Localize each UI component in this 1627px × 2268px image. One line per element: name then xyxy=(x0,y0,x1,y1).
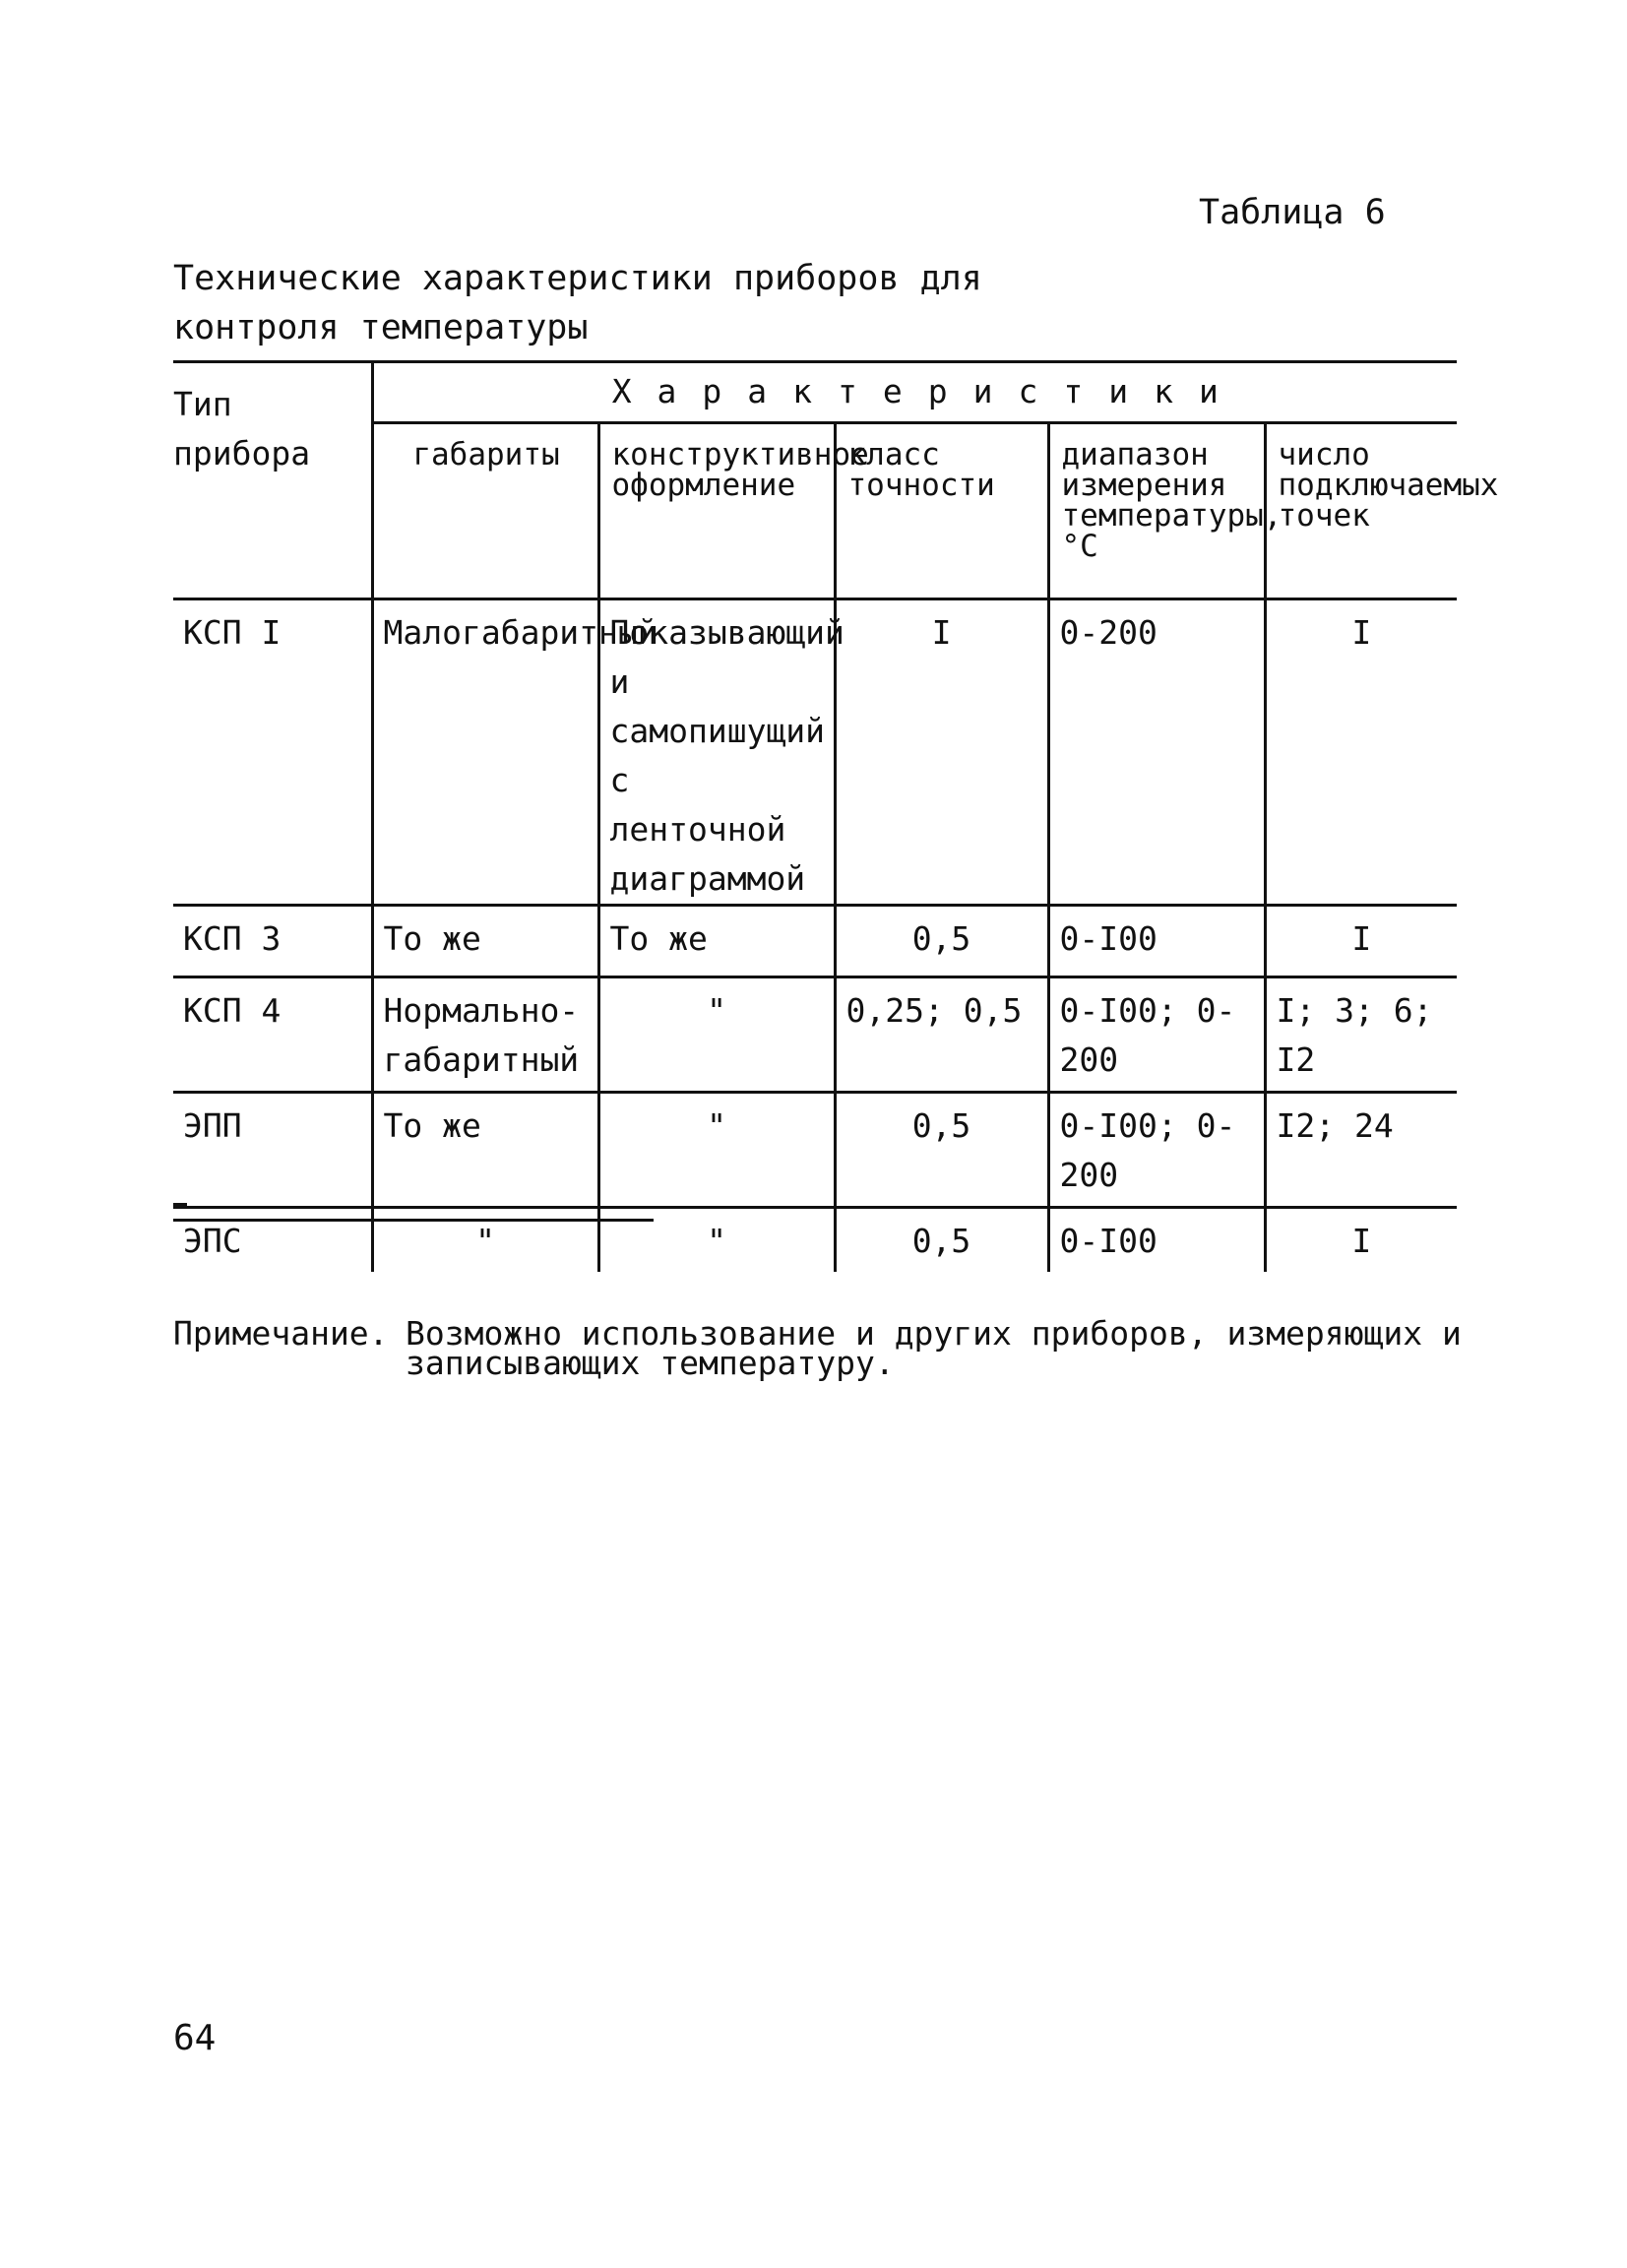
note xyxy=(173,1314,1463,1382)
cell-points: I xyxy=(1265,1208,1457,1273)
cell-type: КСП 3 xyxy=(173,906,372,977)
cell-accuracy: I xyxy=(835,599,1048,906)
cell-range: 0-I00; 0-200 xyxy=(1048,977,1265,1093)
cell-type: КСП I xyxy=(173,599,372,906)
header-temp-range: диапазон измерения температуры, °С xyxy=(1048,423,1265,599)
cell-design: " xyxy=(598,977,835,1093)
table-row xyxy=(173,599,1457,906)
cell-design: " xyxy=(598,1208,835,1273)
cell-range: 0-200 xyxy=(1048,599,1265,906)
footnote-mark xyxy=(173,1203,187,1206)
cell-points: I xyxy=(1265,906,1457,977)
cell-dimensions: То же xyxy=(372,906,598,977)
page-number: 64 xyxy=(173,2018,217,2058)
header-design: конструктивное оформление xyxy=(598,423,835,599)
cell-design: Показывающий и самопишущий с ленточной диаграммой xyxy=(598,599,835,906)
cell-points: I xyxy=(1265,599,1457,906)
cell-type: ЭПС xyxy=(173,1208,372,1273)
cell-accuracy: 0,5 xyxy=(835,906,1048,977)
header-points-count: число подключаемых точек xyxy=(1265,423,1457,599)
header-accuracy-class: класс точности xyxy=(835,423,1048,599)
cell-design: То же xyxy=(598,906,835,977)
cell-dimensions: То же xyxy=(372,1093,598,1208)
table-row xyxy=(173,906,1457,977)
table-bottom-rule xyxy=(173,1219,654,1222)
cell-design: " xyxy=(598,1093,835,1208)
cell-dimensions: Нормально-габаритный xyxy=(372,977,598,1093)
header-dimensions: габариты xyxy=(372,423,598,599)
cell-accuracy: 0,5 xyxy=(835,1093,1048,1208)
header-characteristics: Характеристики xyxy=(372,362,1457,423)
table-label: Таблица 6 xyxy=(1199,193,1386,232)
table-row xyxy=(173,1093,1457,1208)
cell-points: I2; 24 xyxy=(1265,1093,1457,1208)
cell-accuracy: 0,5 xyxy=(835,1208,1048,1273)
table-row xyxy=(173,1208,1457,1273)
note-text: Возможно использование и других приборов, измеряющих и записывающих температуру. xyxy=(406,1314,1462,1382)
cell-dimensions: " xyxy=(372,1208,598,1273)
cell-range: 0-I00; 0-200 xyxy=(1048,1093,1265,1208)
spec-table xyxy=(173,362,1499,1272)
header-device-type: Тип прибора xyxy=(173,385,311,472)
cell-type: КСП 4 xyxy=(173,977,372,1093)
cell-type: ЭПП xyxy=(173,1093,372,1208)
cell-dimensions: Малогабаритный xyxy=(372,599,598,906)
table-title: Технические характеристики приборов для контроля температуры xyxy=(173,259,982,347)
cell-range: 0-I00 xyxy=(1048,906,1265,977)
table-row xyxy=(173,977,1457,1093)
cell-accuracy: 0,25; 0,5 xyxy=(835,977,1048,1093)
cell-range: 0-I00 xyxy=(1048,1208,1265,1273)
note-label: Примечание. xyxy=(173,1314,389,1353)
cell-points: I; 3; 6; I2 xyxy=(1265,977,1457,1093)
